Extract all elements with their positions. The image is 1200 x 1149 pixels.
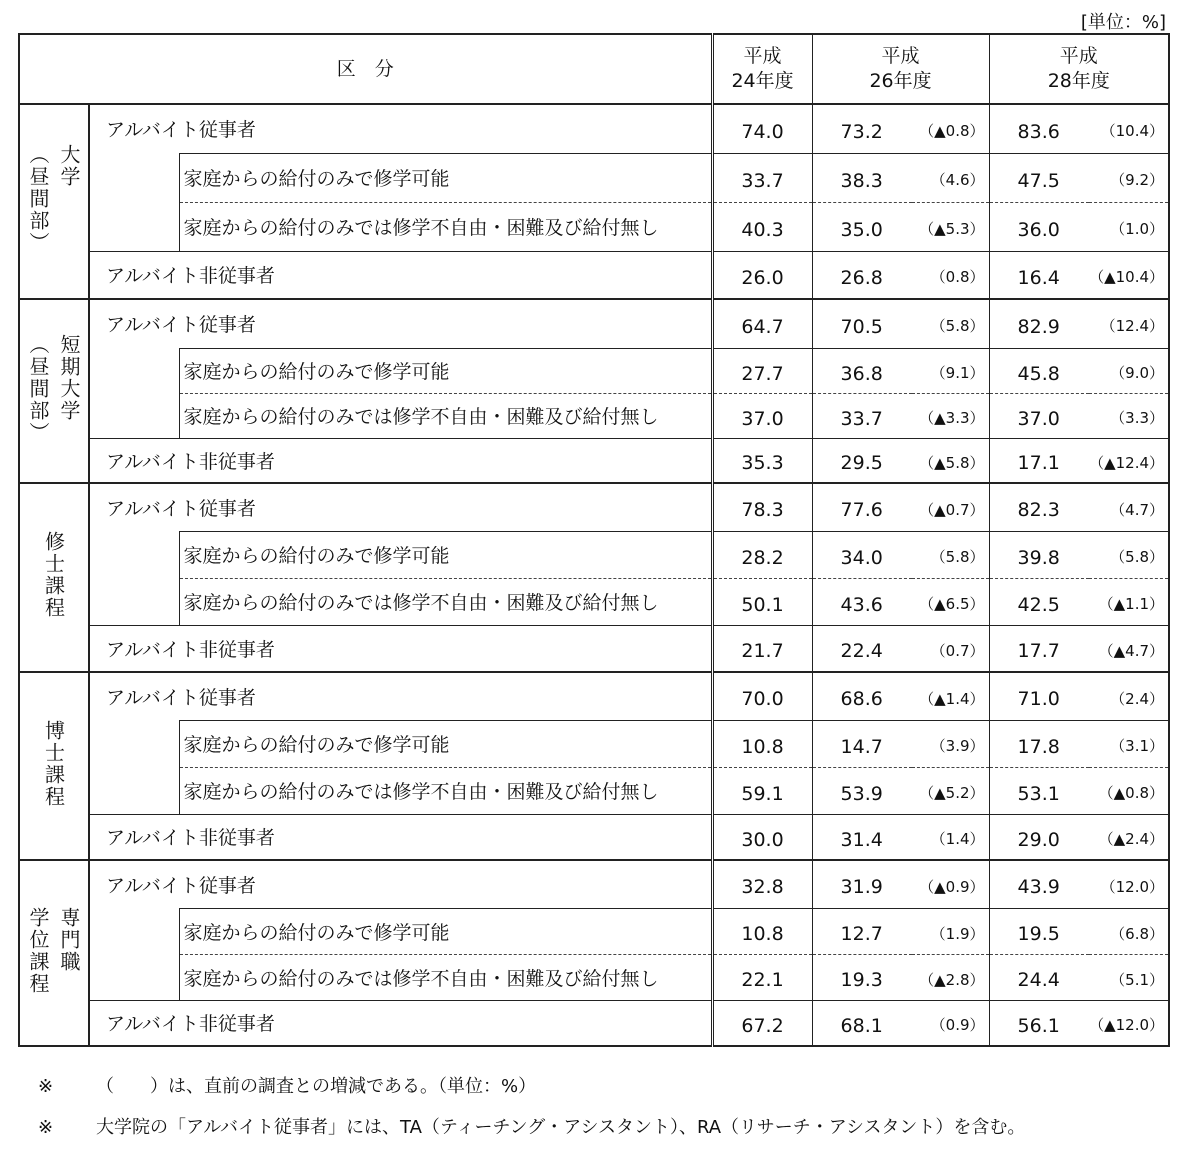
group-label: [19, 672, 89, 860]
value-h26: 12.7: [812, 908, 912, 954]
value-h26: 73.2: [812, 104, 912, 153]
change-h28: （▲2.4）: [1089, 814, 1169, 860]
value-h24: 78.3: [712, 483, 812, 531]
group-label-column: 専門職: [57, 906, 81, 973]
change-h28: （▲12.4）: [1089, 438, 1169, 483]
note-mark: ※: [38, 1117, 54, 1138]
table-row: [19, 954, 1169, 1000]
change-h26: （▲3.3）: [912, 393, 989, 438]
value-h24: 10.8: [712, 720, 812, 767]
value-h24: 35.3: [712, 438, 812, 483]
table-row: [19, 251, 1169, 299]
change-h28: （▲10.4）: [1089, 251, 1169, 299]
table-row: [19, 814, 1169, 860]
table-row: [19, 625, 1169, 672]
change-h26: （4.6）: [912, 153, 989, 202]
value-h28: 36.0: [989, 202, 1089, 251]
value-h24: 59.1: [712, 767, 812, 814]
table-row: [19, 908, 1169, 954]
row-label-sub_possible: 家庭からの給付のみで修学可能: [179, 348, 712, 393]
indent-spacer: [89, 153, 179, 202]
change-h26: （▲0.8）: [912, 104, 989, 153]
change-h28: （4.7）: [1089, 483, 1169, 531]
change-h28: （12.4）: [1089, 299, 1169, 348]
value-h28: 17.7: [989, 625, 1089, 672]
value-h24: 64.7: [712, 299, 812, 348]
value-h26: 33.7: [812, 393, 912, 438]
value-h24: 22.1: [712, 954, 812, 1000]
value-h28: 45.8: [989, 348, 1089, 393]
group-label-text: [24, 144, 84, 254]
change-h28: （5.8）: [1089, 531, 1169, 578]
group-label-column: 短期大学: [57, 333, 81, 422]
change-h26: （5.8）: [912, 531, 989, 578]
value-h24: 21.7: [712, 625, 812, 672]
group-label-column: 学位課程: [26, 906, 50, 995]
change-h26: （3.9）: [912, 720, 989, 767]
header-category: 区 分: [19, 34, 712, 104]
value-h26: 43.6: [812, 578, 912, 625]
group-label-column: 修士課程: [41, 531, 66, 619]
value-h28: 37.0: [989, 393, 1089, 438]
group-label-column: 博士課程: [41, 719, 66, 808]
change-h28: （2.4）: [1089, 672, 1169, 720]
group-label: [19, 860, 89, 1046]
value-h24: 74.0: [712, 104, 812, 153]
change-h26: （0.9）: [912, 1000, 989, 1046]
group-label-column: 大学: [57, 144, 81, 188]
table-row: [19, 860, 1169, 908]
value-h26: 34.0: [812, 531, 912, 578]
header-year-h26: 平成 26年度: [812, 34, 989, 104]
value-h28: 47.5: [989, 153, 1089, 202]
indent-spacer: [89, 954, 179, 1000]
indent-spacer: [89, 531, 179, 578]
row-label-sub_difficult: 家庭からの給付のみでは修学不自由・困難及び給付無し: [179, 578, 712, 625]
table-row: [19, 348, 1169, 393]
change-h26: （1.4）: [912, 814, 989, 860]
header-year-h28: 平成 28年度: [989, 34, 1169, 104]
row-label-nonworker: アルバイト非従事者: [89, 625, 712, 672]
unit-label: [単位：%]: [1080, 12, 1166, 33]
change-h28: （6.8）: [1089, 908, 1169, 954]
indent-spacer: [89, 720, 179, 767]
change-h26: （▲5.3）: [912, 202, 989, 251]
change-h28: （12.0）: [1089, 860, 1169, 908]
value-h24: 26.0: [712, 251, 812, 299]
change-h26: （0.7）: [912, 625, 989, 672]
row-label-nonworker: アルバイト非従事者: [89, 251, 712, 299]
table-row: [19, 578, 1169, 625]
value-h26: 53.9: [812, 767, 912, 814]
value-h28: 83.6: [989, 104, 1089, 153]
value-h24: 37.0: [712, 393, 812, 438]
value-h28: 16.4: [989, 251, 1089, 299]
table-row: [19, 720, 1169, 767]
value-h24: 40.3: [712, 202, 812, 251]
value-h24: 30.0: [712, 814, 812, 860]
group-label-text: [40, 720, 69, 808]
row-label-worker: アルバイト従事者: [89, 104, 712, 153]
change-h26: （5.8）: [912, 299, 989, 348]
change-h26: （0.8）: [912, 251, 989, 299]
change-h28: （▲1.1）: [1089, 578, 1169, 625]
indent-spacer: [89, 908, 179, 954]
change-h28: （▲4.7）: [1089, 625, 1169, 672]
table-row: [19, 767, 1169, 814]
value-h28: 39.8: [989, 531, 1089, 578]
table-row: [19, 438, 1169, 483]
value-h26: 38.3: [812, 153, 912, 202]
change-h28: （3.3）: [1089, 393, 1169, 438]
value-h24: 70.0: [712, 672, 812, 720]
change-h26: （▲0.7）: [912, 483, 989, 531]
indent-spacer: [89, 578, 179, 625]
change-h28: （10.4）: [1089, 104, 1169, 153]
row-label-worker: アルバイト従事者: [89, 299, 712, 348]
indent-spacer: [89, 767, 179, 814]
table-row: [19, 104, 1169, 153]
table-row: [19, 202, 1169, 251]
group-label-text: [24, 334, 84, 444]
row-label-sub_possible: 家庭からの給付のみで修学可能: [179, 153, 712, 202]
value-h28: 71.0: [989, 672, 1089, 720]
value-h26: 31.4: [812, 814, 912, 860]
value-h24: 32.8: [712, 860, 812, 908]
group-label: [19, 104, 89, 299]
table-row: [19, 1000, 1169, 1046]
header-row: [19, 34, 1169, 104]
value-h28: 24.4: [989, 954, 1089, 1000]
value-h28: 82.3: [989, 483, 1089, 531]
value-h24: 33.7: [712, 153, 812, 202]
group-label-column: （昼間部）: [26, 144, 50, 254]
row-label-sub_possible: 家庭からの給付のみで修学可能: [179, 720, 712, 767]
value-h26: 29.5: [812, 438, 912, 483]
row-label-sub_difficult: 家庭からの給付のみでは修学不自由・困難及び給付無し: [179, 954, 712, 1000]
note-text: 大学院の「アルバイト従事者」には、TA（ティーチング・アシスタント）、RA（リサーチ・アシスタント）を含む。: [96, 1117, 1026, 1138]
note-2: [38, 1113, 1025, 1139]
value-h26: 77.6: [812, 483, 912, 531]
indent-spacer: [89, 393, 179, 438]
row-label-worker: アルバイト従事者: [89, 860, 712, 908]
row-label-worker: アルバイト従事者: [89, 672, 712, 720]
row-label-sub_difficult: 家庭からの給付のみでは修学不自由・困難及び給付無し: [179, 202, 712, 251]
change-h26: （▲1.4）: [912, 672, 989, 720]
value-h28: 17.1: [989, 438, 1089, 483]
table-row: [19, 483, 1169, 531]
group-label: [19, 483, 89, 672]
indent-spacer: [89, 348, 179, 393]
value-h26: 35.0: [812, 202, 912, 251]
change-h28: （9.0）: [1089, 348, 1169, 393]
note-mark: ※: [38, 1076, 54, 1097]
value-h24: 10.8: [712, 908, 812, 954]
value-h24: 67.2: [712, 1000, 812, 1046]
value-h28: 42.5: [989, 578, 1089, 625]
value-h26: 19.3: [812, 954, 912, 1000]
value-h24: 28.2: [712, 531, 812, 578]
change-h28: （▲0.8）: [1089, 767, 1169, 814]
row-label-sub_possible: 家庭からの給付のみで修学可能: [179, 908, 712, 954]
note-1: [38, 1072, 536, 1098]
change-h26: （▲0.9）: [912, 860, 989, 908]
indent-spacer: [89, 202, 179, 251]
value-h28: 29.0: [989, 814, 1089, 860]
survey-table: [18, 33, 1170, 1047]
value-h28: 53.1: [989, 767, 1089, 814]
change-h28: （1.0）: [1089, 202, 1169, 251]
value-h26: 68.1: [812, 1000, 912, 1046]
table-row: [19, 299, 1169, 348]
note-text: （ ）は、直前の調査との増減である。（単位：%）: [96, 1076, 537, 1097]
group-label: [19, 299, 89, 483]
value-h24: 27.7: [712, 348, 812, 393]
change-h26: （▲2.8）: [912, 954, 989, 1000]
change-h26: （9.1）: [912, 348, 989, 393]
group-label-text: [24, 907, 84, 995]
change-h28: （9.2）: [1089, 153, 1169, 202]
row-label-sub_difficult: 家庭からの給付のみでは修学不自由・困難及び給付無し: [179, 393, 712, 438]
value-h26: 68.6: [812, 672, 912, 720]
value-h24: 50.1: [712, 578, 812, 625]
value-h26: 31.9: [812, 860, 912, 908]
table-row: [19, 531, 1169, 578]
row-label-nonworker: アルバイト非従事者: [89, 814, 712, 860]
change-h28: （5.1）: [1089, 954, 1169, 1000]
row-label-sub_possible: 家庭からの給付のみで修学可能: [179, 531, 712, 578]
value-h26: 26.8: [812, 251, 912, 299]
change-h28: （3.1）: [1089, 720, 1169, 767]
value-h28: 82.9: [989, 299, 1089, 348]
group-label-column: （昼間部）: [26, 333, 50, 444]
table-row: [19, 153, 1169, 202]
value-h28: 56.1: [989, 1000, 1089, 1046]
value-h28: 43.9: [989, 860, 1089, 908]
value-h26: 22.4: [812, 625, 912, 672]
row-label-nonworker: アルバイト非従事者: [89, 438, 712, 483]
change-h26: （▲5.2）: [912, 767, 989, 814]
change-h28: （▲12.0）: [1089, 1000, 1169, 1046]
header-year-h24: 平成 24年度: [712, 34, 812, 104]
value-h28: 17.8: [989, 720, 1089, 767]
table-row: [19, 393, 1169, 438]
value-h26: 70.5: [812, 299, 912, 348]
table-row: [19, 672, 1169, 720]
change-h26: （1.9）: [912, 908, 989, 954]
row-label-sub_difficult: 家庭からの給付のみでは修学不自由・困難及び給付無し: [179, 767, 712, 814]
row-label-worker: アルバイト従事者: [89, 483, 712, 531]
row-label-nonworker: アルバイト非従事者: [89, 1000, 712, 1046]
value-h26: 36.8: [812, 348, 912, 393]
group-label-text: [40, 531, 69, 619]
change-h26: （▲5.8）: [912, 438, 989, 483]
value-h28: 19.5: [989, 908, 1089, 954]
value-h26: 14.7: [812, 720, 912, 767]
change-h26: （▲6.5）: [912, 578, 989, 625]
